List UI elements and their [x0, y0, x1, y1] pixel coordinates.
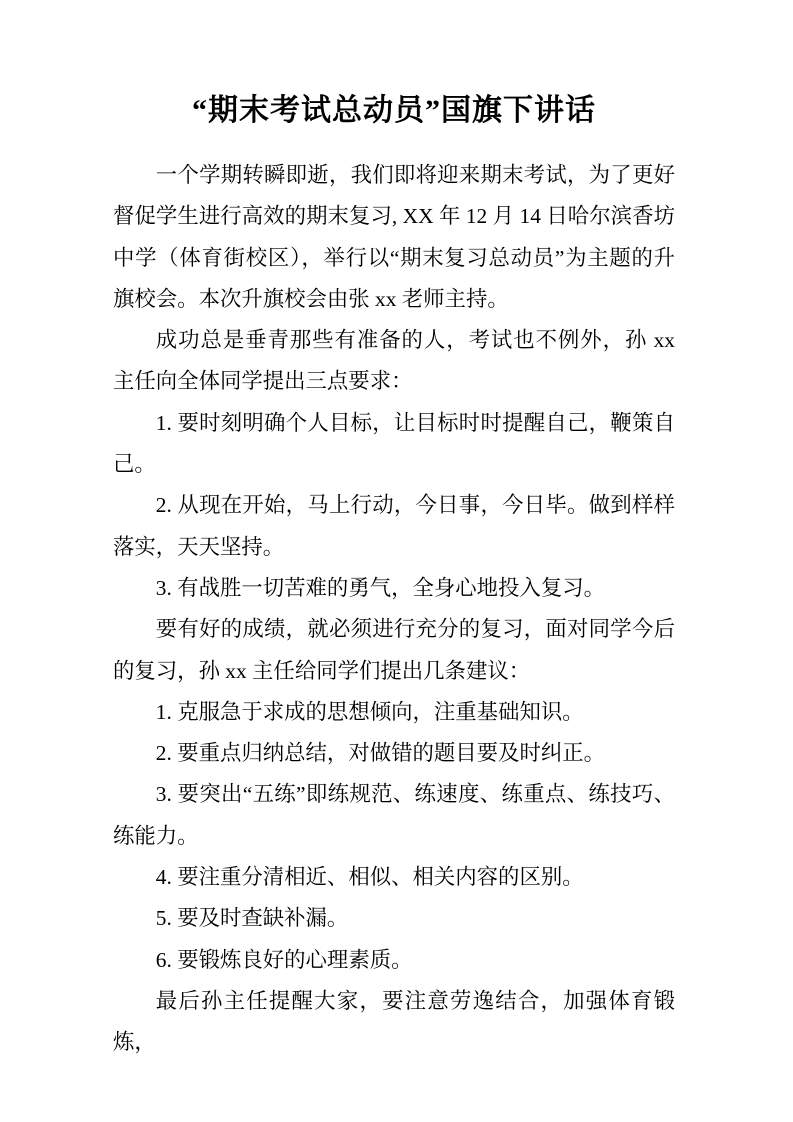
document-title: “期末考试总动员”国旗下讲话	[192, 94, 596, 127]
paragraph: 最后孙主任提醒大家，要注意劳逸结合，加强体育锻炼，	[113, 988, 675, 1055]
paragraph: 3. 要突出“五练”即练规范、练速度、练重点、练技巧、练能力。	[113, 782, 675, 848]
paragraph: 4. 要注重分清相近、相似、相关内容的区别。	[155, 865, 584, 890]
paragraph: 3. 有战胜一切苦难的勇气，全身心地投入复习。	[155, 575, 606, 600]
paragraph: 要有好的成绩，就必须进行充分的复习，面对同学今后的复习，孙 xx 主任给同学们提出几条建议：	[113, 617, 675, 683]
paragraph: 成功总是垂青那些有准备的人，考试也不例外，孙 xx 主任向全体同学提出三点要求：	[113, 328, 675, 394]
paragraph: 1. 克服急于求成的思想倾向，注重基础知识。	[155, 699, 584, 724]
paragraph: 2. 从现在开始，马上行动，今日事，今日毕。做到样样落实，天天坚持。	[113, 493, 675, 559]
paragraph: 5. 要及时查缺补漏。	[155, 906, 349, 931]
paragraph: 1. 要时刻明确个人目标，让目标时时提醒自己，鞭策自己。	[113, 410, 675, 477]
paragraph: 6. 要锻炼良好的心理素质。	[155, 947, 413, 972]
paragraph: 2. 要重点归纳总结，对做错的题目要及时纠正。	[155, 741, 606, 766]
paragraph: 一个学期转瞬即逝，我们即将迎来期末考试，为了更好督促学生进行高效的期末复习, XX 年 12 月 14 日哈尔滨香坊中学（体育街校区），举行以“期末复习总动员”为主题的升旗校会。本次升旗校会由张 xx 老师主持。	[113, 163, 675, 311]
document-body	[113, 155, 675, 1064]
